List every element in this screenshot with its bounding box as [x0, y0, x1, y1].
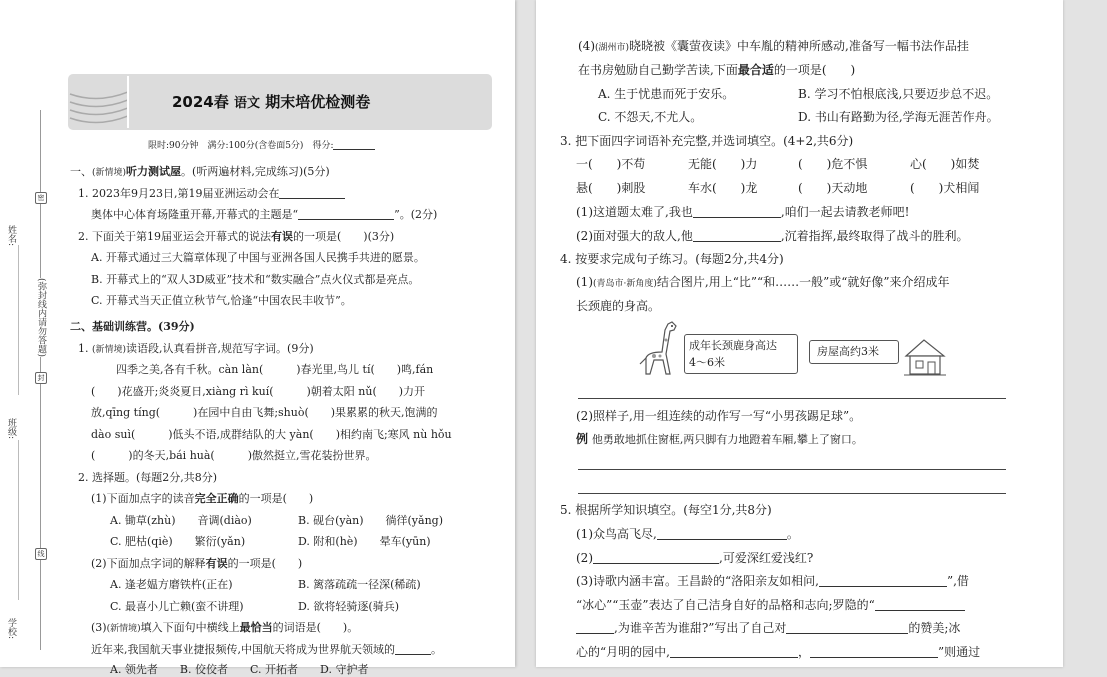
idiom-row2-item: 悬( )刺股 — [576, 181, 646, 195]
q4-option-a: A. 生于忧患而死于安乐。 — [598, 87, 735, 101]
q3-sentence2: (2)面对强大的敌人,他 ,沉着指挥,最终取得了战斗的胜利。 — [576, 229, 969, 243]
s2-q2-2-option-a: A. 逢老媪方磨铁杵(正在) — [110, 578, 233, 591]
s2-q2-3-text: 近年来,我国航天事业捷报频传,中国航天将成为世界航天领域的 。 — [91, 643, 442, 656]
s2-q2-1-option-a: A. 锄草(zhù) 音调(diào) — [110, 514, 252, 527]
s1-q1-line2: 奥体中心体育场隆重开幕,开幕式的主题是“ ”。(2分) — [91, 208, 438, 221]
q5-3-line1: (3)诗歌内涵丰富。王昌龄的“洛阳亲友如相问, ”,借 — [576, 574, 969, 588]
s1-q1-line1: 1. 2023年9月23日,第19届亚洲运动会在 — [78, 186, 345, 201]
q4-option-b: B. 学习不怕根底浅,只要迈步总不迟。 — [798, 87, 999, 101]
q4-choice-head: (4)(湖州市)晓晓被《囊萤夜读》中车胤的精神所感动,准备写一幅书法作品挂 — [578, 39, 969, 53]
idiom-row2-item: ( )天动地 — [798, 181, 868, 195]
margin-field-line — [18, 440, 19, 600]
q3-heading: 3. 把下面四字词语补充完整,并选词填空。(4+2,共6分) — [560, 134, 854, 148]
house-speech-bubble — [809, 340, 899, 364]
title-decoration-icon — [68, 74, 130, 130]
s1-q2: 2. 下面关于第19届亚运会开幕式的说法有误的一项是( )(3分) — [78, 230, 395, 243]
s2-q2-2-option-c: C. 最喜小儿亡赖(蛮不讲理) — [110, 600, 244, 613]
q5-3-line3: ,为谁辛苦为谁甜?”写出了自己对 的赞美;冰 — [576, 620, 960, 636]
giraffe-speech-bubble — [684, 334, 798, 374]
s2-q2-2-option-d: D. 欲将轻骑逐(骑兵) — [298, 600, 400, 613]
idiom-row2-item: 车水( )龙 — [688, 181, 758, 195]
s2-passage-line: ( )的冬天,bái huà( )傲然挺立,雪花装扮世界。 — [91, 449, 377, 462]
s2-q2-3: (3)(新情境)填入下面句中横线上最恰当的词语是( )。 — [91, 621, 359, 634]
q3-sentence1: (1)这道题太难了,我也 ,咱们一起去请教老师吧! — [576, 205, 910, 219]
s2-q2-2-option-b: B. 篱落疏疏一径深(稀疏) — [298, 578, 421, 591]
q4-sentence2: (2)照样子,用一组连续的动作写一写“小男孩踢足球”。 — [576, 409, 862, 423]
s2-q2-1-option-c: C. 肥枯(qiè) 繁衍(yǎn) — [110, 535, 246, 548]
s2-q2-2: (2)下面加点字词的解释有误的一项是( ) — [91, 557, 303, 570]
section2-heading: 二、基础训练营。(39分) — [70, 320, 195, 333]
q4-option-c: C. 不怨天,不尤人。 — [598, 110, 703, 124]
idiom-row1-item: 心( )如焚 — [910, 157, 980, 171]
s2-passage-line: 四季之美,各有千秋。càn làn( )春光里,鸟儿 tí( )鸣,fán — [116, 363, 434, 376]
giraffe-icon — [632, 318, 692, 378]
answer-line — [578, 469, 1006, 470]
q4-option-d: D. 书山有路勤为径,学海无涯苦作舟。 — [798, 110, 999, 124]
exam-page-left — [0, 0, 515, 676]
bubble2-text: 房屋高约3米 — [817, 345, 879, 358]
idiom-row1-item: 无能( )力 — [688, 157, 758, 171]
s2-q2: 2. 选择题。(每题2分,共8分) — [78, 471, 218, 484]
seal-note: (弥封线内请勿答题) — [36, 278, 46, 358]
q5-heading: 5. 根据所学知识填空。(每空1分,共8分) — [560, 503, 772, 517]
idiom-row1-item: 一( )不苟 — [576, 157, 646, 171]
q4-sentence1-line2: 长颈鹿的身高。 — [576, 299, 661, 313]
answer-line — [578, 493, 1006, 494]
answer-line — [578, 398, 1006, 399]
seal-mark-xian: 线 — [35, 548, 47, 560]
margin-school-label: 学校: — [6, 618, 16, 640]
s2-q2-3-options: A. 领先者 B. 佼佼者 C. 开拓者 D. 守护者 — [110, 663, 369, 676]
q5-3-line4: 心的“月明的园中, ， ”则通过 — [576, 645, 981, 659]
seal-mark-mi: 密 — [35, 192, 47, 204]
exam-title: 2024春 语文 期末培优检测卷 — [172, 93, 371, 111]
q5-2: (2) ,可爱深红爱浅红? — [576, 551, 814, 565]
margin-class-label: 班级: — [6, 418, 16, 440]
title-band — [68, 74, 492, 130]
s2-passage-line: ( )花盛开;炎炎夏日,xiàng rì kuí( )朝着太阳 nǔ( )力开 — [91, 385, 426, 398]
idiom-row2-item: ( )犬相闻 — [910, 181, 980, 195]
idiom-row1-item: ( )危不惧 — [798, 157, 868, 171]
exam-page-right — [536, 0, 1063, 667]
s2-passage-line: dào suì( )低头不语,成群结队的大 yàn( )相约南飞;寒风 nù hǒu — [91, 428, 452, 441]
seal-mark-feng: 封 — [35, 372, 47, 384]
house-icon — [900, 336, 950, 378]
exam-meta: 限时:90分钟 满分:100分(含卷面5分) 得分: — [148, 140, 375, 152]
s2-q1: 1. (新情境)读语段,认真看拼音,规范写字词。(9分) — [78, 342, 314, 355]
q4-sentences-heading: 4. 按要求完成句子练习。(每题2分,共4分) — [560, 252, 784, 266]
margin-field-line — [18, 245, 19, 395]
bubble1-line1: 成年长颈鹿身高达 — [689, 339, 777, 352]
s1-q2-option-b: B. 开幕式上的“双人3D威亚”技术和“数实融合”点火仪式都是亮点。 — [91, 273, 420, 286]
section1-heading: 一、(新情境)听力测试屋。(听两遍材料,完成练习)(5分) — [70, 165, 330, 178]
q4-sentence1: (1)(青岛市·新角度)结合图片,用上“比”“和……一般”或“就好像”来介绍成年 — [576, 275, 950, 289]
margin-name-label: 姓名: — [6, 225, 16, 247]
bubble1-line2: 4～6米 — [689, 356, 725, 369]
example-sentence: 例 他勇敢地抓住窗框,两只脚有力地蹬着车厢,攀上了窗口。 — [576, 432, 863, 446]
q4-choice-line2: 在书房勉励自己勤学苦读,下面最合适的一项是( ) — [578, 63, 856, 77]
q5-3-line2: “冰心”“玉壶”表达了自己洁身自好的品格和志向;罗隐的“ — [576, 597, 965, 613]
s2-q2-1-option-d: D. 附和(hè) 晕车(yūn) — [298, 535, 431, 548]
q5-1: (1)众鸟高飞尽, 。 — [576, 527, 799, 541]
s1-q2-option-c: C. 开幕式当天正值立秋节气,恰逢“中国农民丰收节”。 — [91, 294, 352, 307]
s1-q2-option-a: A. 开幕式通过三大篇章体现了中国与亚洲各国人民携手共进的愿景。 — [91, 251, 425, 264]
s2-q2-1-option-b: B. 砚台(yàn) 徜徉(yǎng) — [298, 514, 443, 527]
s2-q2-1: (1)下面加点字的读音完全正确的一项是( ) — [91, 492, 314, 505]
s2-passage-line: 放,qīng tíng( )在园中自由飞舞;shuò( )果累累的秋天,饱满的 — [91, 406, 438, 419]
